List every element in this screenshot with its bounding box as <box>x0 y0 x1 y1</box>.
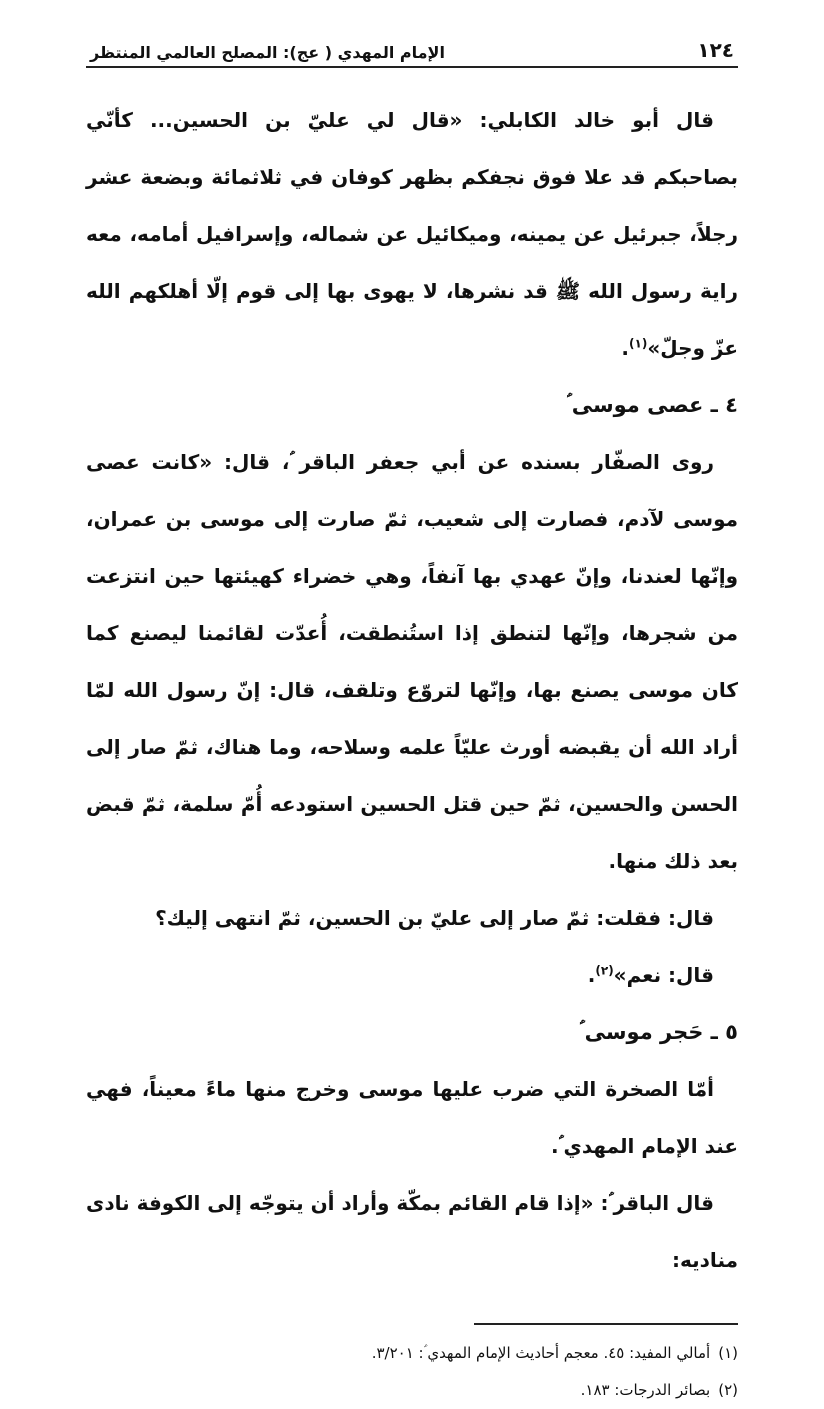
paragraph-kabuli: قال أبو خالد الكابلي: «قال لي عليّ بن الحسين... كأنّي بصاحبكم قد علا فوق نجفكم بظهر كوفان في ثلاثمائة وبضعة عشر رجلاً، جبرئيل عن يمينه، وميكائيل عن شماله، وإسرافيل أمامه، معه راية رسول الله ﷺ قد نشرها، لا يهوى بها إلى قوم إلّا أهلكهم الله عزّ وجلّ»$^{(١)}$. <box>86 108 738 360</box>
paragraph-text: قال أبو خالد الكابلي: «قال لي عليّ بن الحسين... كأنّي بصاحبكم قد علا فوق نجفكم بظهر كوفان في ثلاثمائة وبضعة عشر رجلاً، جبرئيل عن يمينه، وميكائيل عن شماله، وإسرافيل أمامه، معه راية رسول الله ﷺ قد نشرها، لا يهوى بها إلى قوم إلّا أهلكهم الله عزّ وجلّ» <box>86 108 738 360</box>
footnote-number: (١) <box>718 1344 738 1362</box>
footnote-divider <box>474 1323 738 1325</box>
page-body <box>86 92 738 1289</box>
page-header <box>86 28 738 68</box>
paragraph-rock: أمّا الصخرة التي ضرب عليها موسى وخرج منها ماءً معيناً، فهي عند الإمام المهدي ؑ. <box>86 1077 738 1158</box>
footnote-1 <box>86 1335 738 1372</box>
paragraph-text: قال: نعم» <box>613 963 714 987</box>
footnote-number: (٢) <box>718 1381 738 1399</box>
section-heading-5: ٥ ـ حَجر موسى ؑ <box>579 1020 738 1044</box>
section-heading-4: ٤ ـ عصى موسى ؑ <box>566 393 738 417</box>
footnote-2 <box>86 1372 738 1409</box>
footnote-text: أمالي المفيد: ٤٥. معجم أحاديث الإمام المهدي ؑ: ٣/٢٠١. <box>371 1344 711 1362</box>
footnote-text: بصائر الدرجات: ١٨٣. <box>580 1381 711 1399</box>
page-number: ١٢٤ <box>697 38 734 62</box>
footnote-ref-2: (٢) <box>595 963 614 978</box>
book-page <box>86 28 738 1409</box>
footnote-ref-1: (١) <box>629 336 648 351</box>
paragraph-answer: قال: نعم»$^{(٢)}$. <box>587 963 714 987</box>
footnotes <box>86 1335 738 1409</box>
paragraph-staff: روى الصفّار بسنده عن أبي جعفر الباقر ؑ، قال: «كانت عصى موسى لآدم، فصارت إلى شعيب، ثمّ صارت إلى موسى بن عمران، وإنّها لعندنا، وإنّ عهدي بها آنفاً، وهي خضراء كهيئتها حين انتزعت من شجرها، وإنّها لتنطق إذا استُنطقت، أُعدّت لقائمنا ليصنع كما كان موسى يصنع بها، وإنّها لتروّع وتلقف، قال: إنّ رسول الله لمّا أراد الله أن يقبضه أورث عليّاً علمه وسلاحه، وما هناك، ثمّ صار إلى الحسن والحسين، ثمّ حين قتل الحسين استودعه أُمّ سلمة، ثمّ قبض بعد ذلك منها. <box>86 450 738 873</box>
paragraph-question: قال: فقلت: ثمّ صار إلى عليّ بن الحسين، ثمّ انتهى إليك؟ <box>155 906 714 930</box>
paragraph-baqir: قال الباقر ؑ: «إذا قام القائم بمكّة وأراد أن يتوجّه إلى الكوفة نادى مناديه: <box>86 1191 738 1272</box>
running-title: الإمام المهدي ( عج): المصلح العالمي المنتظر <box>90 43 445 62</box>
